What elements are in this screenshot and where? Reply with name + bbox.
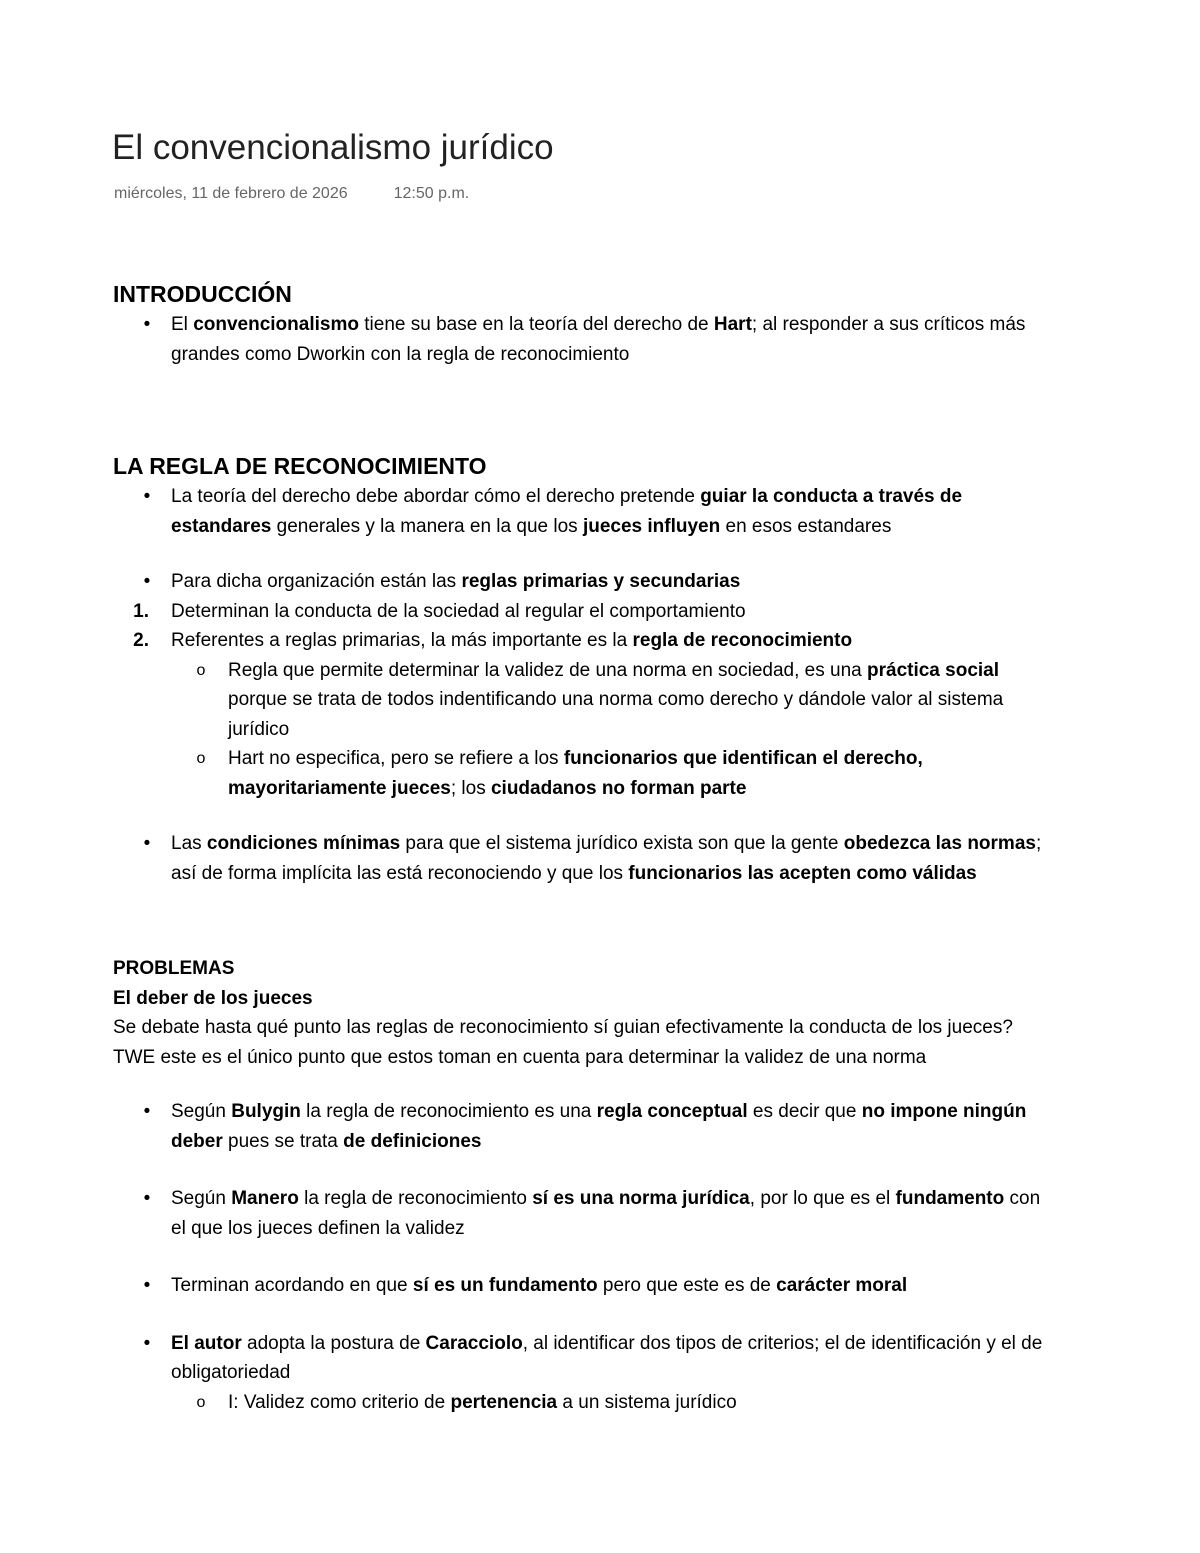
list-item: • Para dicha organización están las reglas primarias y secundarias (113, 567, 1053, 597)
bullet-marker: • (143, 1188, 151, 1209)
list-item: • El autor adopta la postura de Caracciolo, al identificar dos tipos de criterios; el de identificación y el de obligatoriedad (113, 1329, 1053, 1388)
sub-list-item: o Regla que permite determinar la validez de una norma en sociedad, es una práctica social porque se trata de todos indentificando una norma como derecho y dándole valor al sistema jurídico (113, 656, 1053, 745)
list-item: • Según Bulygin la regla de reconocimiento es una regla conceptual es decir que no impone ningún deber pues se trata de definiciones (113, 1097, 1053, 1156)
circle-marker: o (196, 661, 206, 679)
bullet-marker: • (143, 1332, 151, 1354)
subheading: El deber de los jueces (113, 987, 313, 1009)
page-meta (114, 182, 469, 206)
bullet-marker: • (143, 1275, 151, 1296)
circle-marker: o (196, 750, 206, 767)
bullet-marker: • (143, 1101, 151, 1122)
note-body (113, 278, 1053, 1417)
circle-marker: o (196, 1393, 206, 1411)
numbered-item: 2. Referentes a reglas primarias, la más importante es la regla de reconocimiento (113, 626, 1053, 656)
list-item: • El convencionalismo tiene su base en la teoría del derecho de Hart; al responder a sus críticos más grandes como Dworkin con la regla de reconocimiento (113, 310, 1053, 369)
section-heading-regla: LA REGLA DE RECONOCIMIENTO (113, 453, 487, 479)
bullet-marker: • (143, 486, 151, 507)
bullet-marker: • (143, 571, 151, 592)
number-marker: 2. (133, 630, 149, 651)
section-heading-problemas: PROBLEMAS (113, 958, 235, 979)
section-heading-intro: INTRODUCCIÓN (113, 281, 292, 307)
page-cutoff (0, 1437, 1200, 1553)
list-item: • Terminan acordando en que sí es un fundamento pero que este es de carácter moral (113, 1271, 1053, 1301)
bullet-marker: • (143, 314, 151, 335)
list-item: • La teoría del derecho debe abordar cómo el derecho pretende guiar la conducta a través de estandares generales y la manera en la que los jueces influyen en esos estandares (113, 482, 1053, 541)
list-item: • Las condiciones mínimas para que el sistema jurídico exista son que la gente obedezca las normas; así de forma implícita las está reconociendo y que los funcionarios las acepten como válidas (113, 829, 1053, 888)
list-item: • Según Manero la regla de reconocimiento sí es una norma jurídica, por lo que es el fundamento con el que los jueces definen la validez (113, 1184, 1053, 1243)
paragraph: Se debate hasta qué punto las reglas de reconocimiento sí guian efectivamente la conducta de los jueces? TWE este es el único punto que estos toman en cuenta para determinar la validez de una norma (113, 1017, 1013, 1068)
bullet-marker: • (143, 833, 151, 854)
page-time: 12:50 p.m. (393, 185, 470, 202)
page-date: miércoles, 11 de febrero de 2026 (114, 185, 348, 202)
sub-list-item: o I: Validez como criterio de pertenencia a un sistema jurídico (113, 1388, 1053, 1418)
sub-list-item: o Hart no especifica, pero se refiere a los funcionarios que identifican el derecho, mayoritariamente jueces; los ciudadanos no forman parte (113, 744, 1053, 803)
number-marker: 1. (133, 600, 149, 622)
numbered-item: 1. Determinan la conducta de la sociedad al regular el comportamiento (113, 597, 1053, 627)
page-title: El convencionalismo jurídico (112, 128, 554, 167)
